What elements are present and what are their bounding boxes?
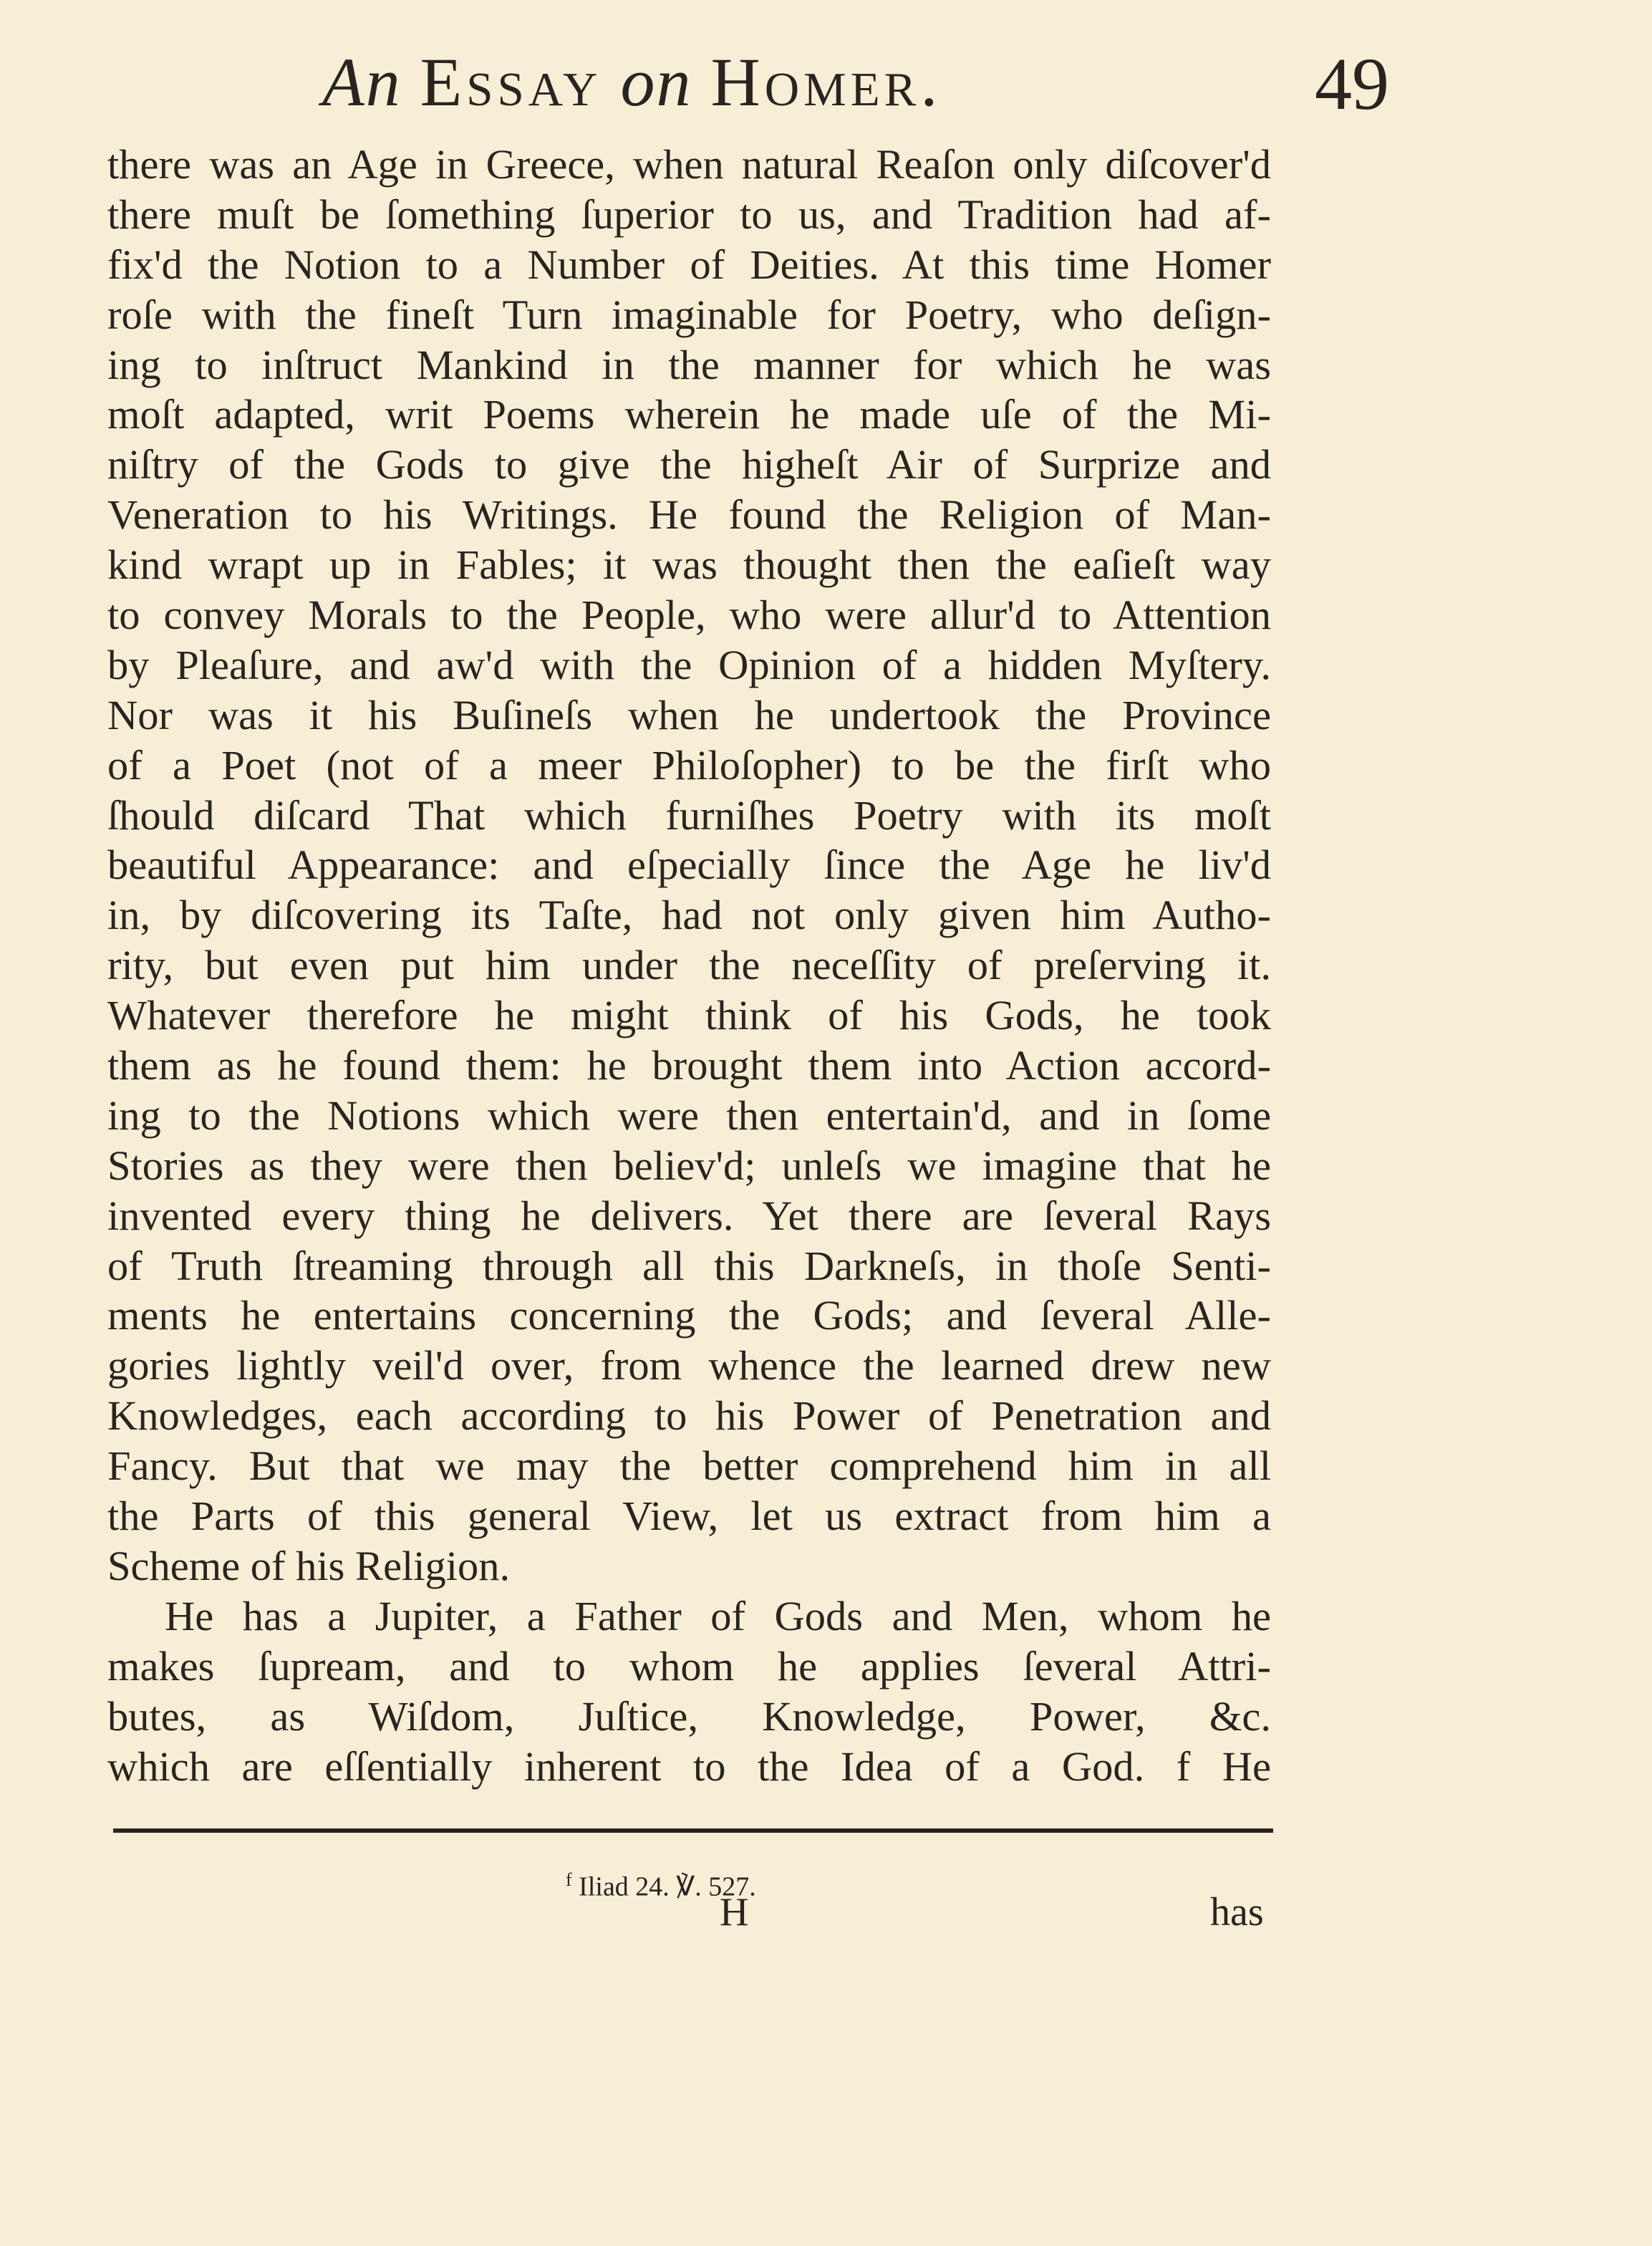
text-line: there muſt be ſomething ſuperior to us, and Tradition had af- [107, 191, 1271, 238]
text-line: kind wrapt up in Fables; it was thought then the eaſieſt way [107, 541, 1271, 589]
catchword: has [1210, 1890, 1264, 1934]
text-line: Scheme of his Religion. [107, 1542, 511, 1589]
text-line: makes ſupream, and to whom he applies ſeveral Attri- [107, 1642, 1271, 1690]
text-line: ing to the Notions which were then entertain'd, and in ſome [107, 1091, 1271, 1139]
body-text [107, 140, 1271, 1791]
page-number: 49 [1315, 43, 1389, 125]
running-title [322, 36, 942, 129]
text-line: Whatever therefore he might think of his Gods, he took [107, 992, 1271, 1039]
text-line: He has a Jupiter, a Father of Gods and Men, whom he [165, 1592, 1271, 1639]
text-line: there was an Age in Greece, when natural Reaſon only diſcover'd [107, 141, 1271, 188]
text-line: niſtry of the Gods to give the higheſt Air of Surprize and [107, 441, 1271, 488]
text-line: in, by diſcovering its Taſte, had not only given him Autho- [107, 892, 1271, 939]
text-line: which are eſſentially inherent to the Idea of a God. f He [107, 1743, 1271, 1790]
text-line: ing to inſtruct Mankind in the manner for which he was [107, 341, 1271, 388]
text-line: them as he found them: he brought them into Action accord- [107, 1042, 1271, 1089]
text-line: Knowledges, each according to his Power of Penetration and [107, 1392, 1271, 1440]
page-header [107, 36, 1389, 129]
text-line: moſt adapted, writ Poems wherein he made uſe of the Mi- [107, 391, 1271, 438]
text-line: beautiful Appearance: and eſpecially ſince the Age he liv'd [107, 842, 1271, 889]
running-title-on: on [620, 44, 692, 120]
text-line: ſhould diſcard That which furniſhes Poetry with its moſt [107, 791, 1271, 839]
text-line: Fancy. But that we may the better comprehend him in all [107, 1442, 1271, 1490]
running-title-an: An [322, 44, 402, 120]
text-line: the Parts of this general View, let us extract from him a [107, 1493, 1271, 1540]
text-line: Stories as they were then believ'd; unleſs we imagine that he [107, 1142, 1271, 1189]
text-line: Nor was it his Buſineſs when he undertook the Province [107, 691, 1271, 738]
text-line: fix'd the Notion to a Number of Deities. At this time Homer [107, 241, 1271, 288]
text-line: roſe with the fineſt Turn imaginable for Poetry, who deſign- [107, 291, 1271, 338]
footnote-text: Iliad 24. ℣. 527. [579, 1871, 756, 1902]
text-line: rity, but even put him under the neceſſity of preſerving it. [107, 942, 1271, 989]
footnote-marker: f [566, 1869, 572, 1890]
text-line: ments he entertains concerning the Gods; and ſeveral Alle- [107, 1292, 1271, 1339]
text-line: by Pleaſure, and aw'd with the Opinion of a hidden Myſtery. [107, 641, 1271, 688]
text-line: butes, as Wiſdom, Juſtice, Knowledge, Power, &c. [107, 1692, 1271, 1740]
running-title-essay: Essay [420, 44, 602, 120]
footnote-rule [113, 1828, 1273, 1833]
text-line: gories lightly veil'd over, from whence the learned drew new [107, 1342, 1271, 1389]
running-title-homer: Homer. [710, 44, 942, 120]
text-line: Veneration to his Writings. He found the Religion of Man- [107, 491, 1271, 539]
signature-mark: H [720, 1890, 749, 1934]
text-line: of Truth ſtreaming through all this Darkneſs, in thoſe Senti- [107, 1242, 1271, 1289]
text-line: of a Poet (not of a meer Philoſopher) to be the firſt who [107, 741, 1271, 789]
text-line: to convey Morals to the People, who were allur'd to Attention [107, 592, 1271, 639]
text-line: invented every thing he delivers. Yet there are ſeveral Rays [107, 1192, 1271, 1239]
